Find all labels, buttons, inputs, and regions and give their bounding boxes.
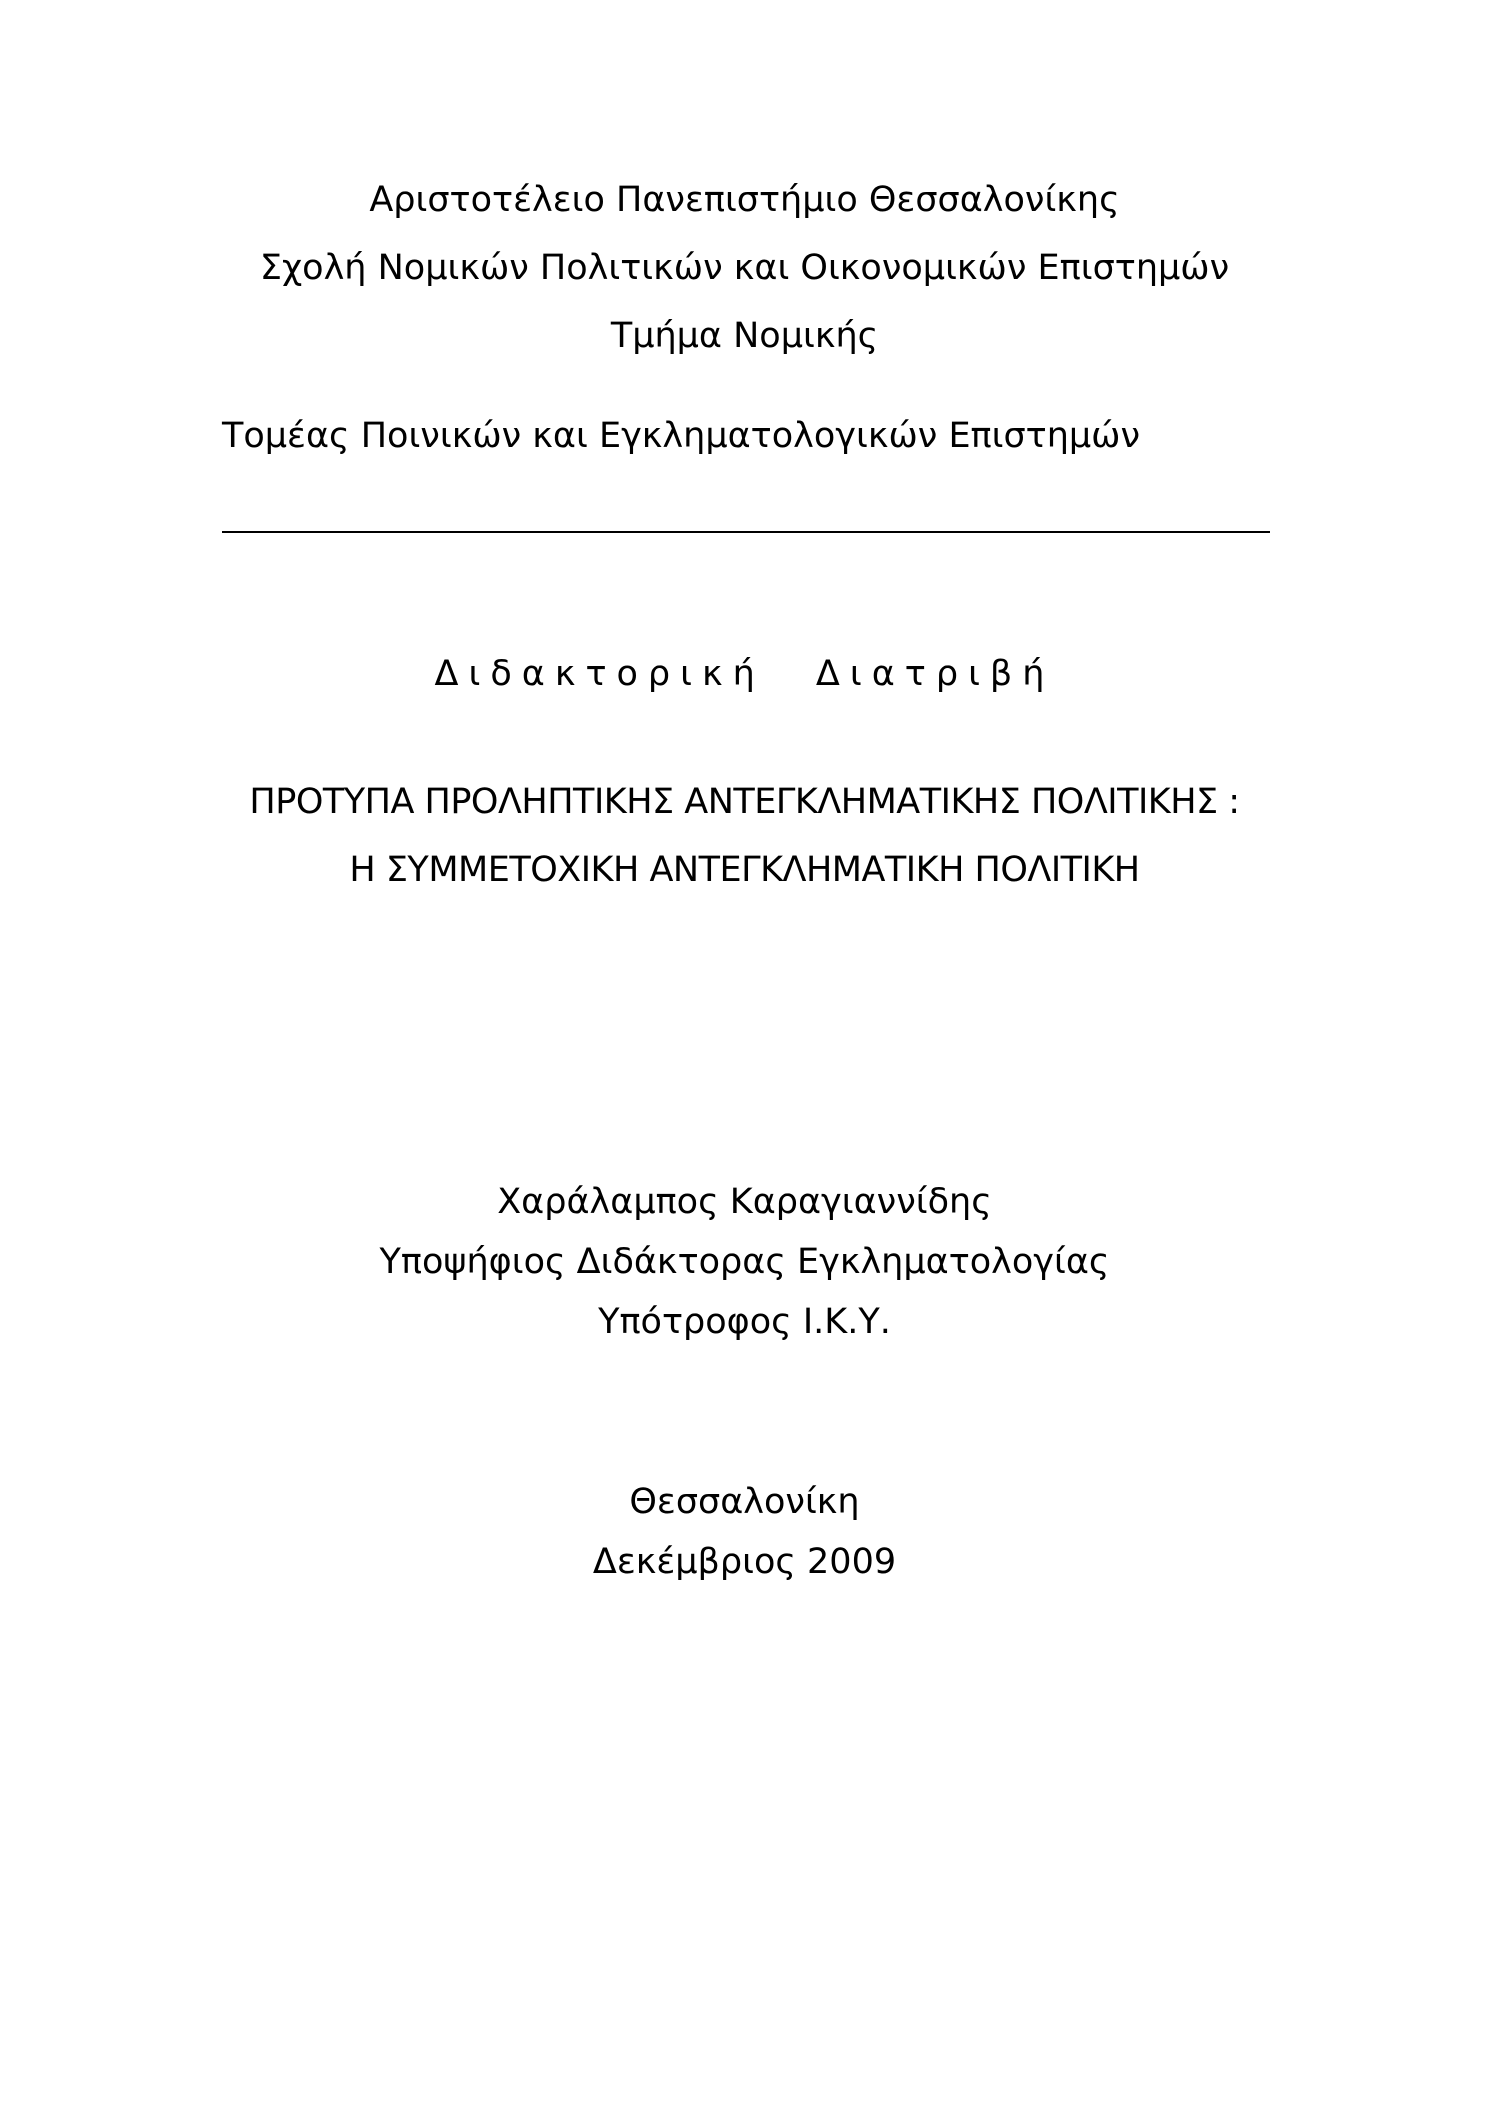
school-name: Σχολή Νομικών Πολιτικών και Οικονομικών Επιστημών [259, 248, 1230, 288]
author-name: Χαράλαμπος Καραγιαννίδης [497, 1182, 992, 1222]
document-type: Διδακτορική Διατριβή [434, 654, 1055, 694]
department-name: Τμήμα Νομικής [610, 316, 879, 356]
author-scholarship: Υπότροφος Ι.Κ.Υ. [598, 1302, 891, 1342]
sector-name: Τομέας Ποινικών και Εγκληματολογικών Επιστημών [222, 416, 1141, 456]
university-name: Αριστοτέλειο Πανεπιστήμιο Θεσσαλονίκης [369, 180, 1120, 220]
title-line-1: ΠΡΟΤΥΠΑ ΠΡΟΛΗΠΤΙΚΗΣ ΑΝΤΕΓΚΛΗΜΑΤΙΚΗΣ ΠΟΛΙΤΙΚΗΣ : [249, 782, 1240, 822]
author-role: Υποψήφιος Διδάκτορας Εγκληματολογίας [379, 1242, 1110, 1282]
title-line-2: Η ΣΥΜΜΕΤΟΧΙΚΗ ΑΝΤΕΓΚΛΗΜΑΤΙΚΗ ΠΟΛΙΤΙΚΗ [349, 850, 1140, 890]
date: Δεκέμβριος 2009 [592, 1542, 897, 1582]
place: Θεσσαλονίκη [629, 1482, 860, 1522]
horizontal-divider [222, 531, 1270, 533]
